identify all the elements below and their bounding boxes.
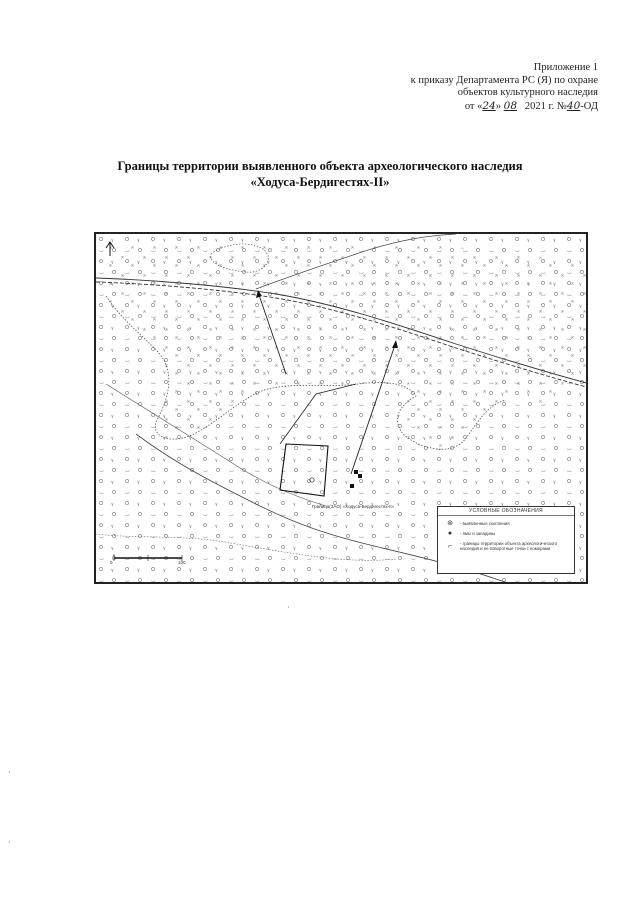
legend-item	[444, 521, 568, 526]
scan-speck: ·	[287, 603, 290, 612]
pit-marker-1	[354, 470, 358, 474]
legend-title: УСЛОВНЫЕ ОБОЗНАЧЕНИЯ	[438, 507, 574, 516]
appendix-line-3: объектов культурного наследия	[457, 87, 598, 98]
appendix-line-1: Приложение 1	[533, 62, 598, 73]
date-suffix: -ОД	[580, 100, 598, 112]
appendix-date-line	[411, 100, 598, 114]
scale-value: 100	[178, 560, 186, 565]
date-mid-1: »	[495, 100, 504, 112]
pit-marker-2	[358, 474, 362, 478]
scan-speck: ·	[8, 838, 11, 847]
date-day: 24	[482, 99, 496, 112]
scan-speck: ·	[8, 768, 11, 777]
boundary-line-icon: ⌐	[447, 542, 453, 550]
order-number: 40	[566, 99, 581, 112]
scale-zero: 0	[110, 560, 113, 565]
legend-item-text: - выявленные скопления	[460, 521, 510, 526]
site-map	[94, 232, 588, 584]
map-legend	[437, 506, 575, 574]
document-title	[0, 158, 640, 190]
legend-item	[444, 541, 568, 551]
legend-item-text: - границы территории объекта археологического наследия и ее поворотные точки с номерами	[460, 541, 558, 551]
legend-item-text: - ямы и западины	[460, 531, 496, 536]
pit-marker-3	[350, 484, 354, 488]
dot-icon: ●	[447, 530, 453, 537]
object-label: Граница(ЗАО) «Ходуса-Бердигестях-II»	[312, 504, 395, 509]
date-prefix: от «	[464, 100, 483, 112]
circle-marker-icon: ⊛	[447, 520, 453, 527]
legend-item	[444, 531, 568, 536]
date-month: 08	[503, 99, 518, 112]
appendix-line-2: к приказу Департамента РС (Я) по охране	[410, 74, 598, 86]
date-mid-2: 2021 г. №	[517, 100, 567, 112]
title-line-2: «Ходуса-Бердигестях-II»	[250, 175, 390, 189]
appendix-header	[411, 62, 598, 113]
title-line-1: Границы территории выявленного объекта археологического наследия	[117, 159, 523, 173]
